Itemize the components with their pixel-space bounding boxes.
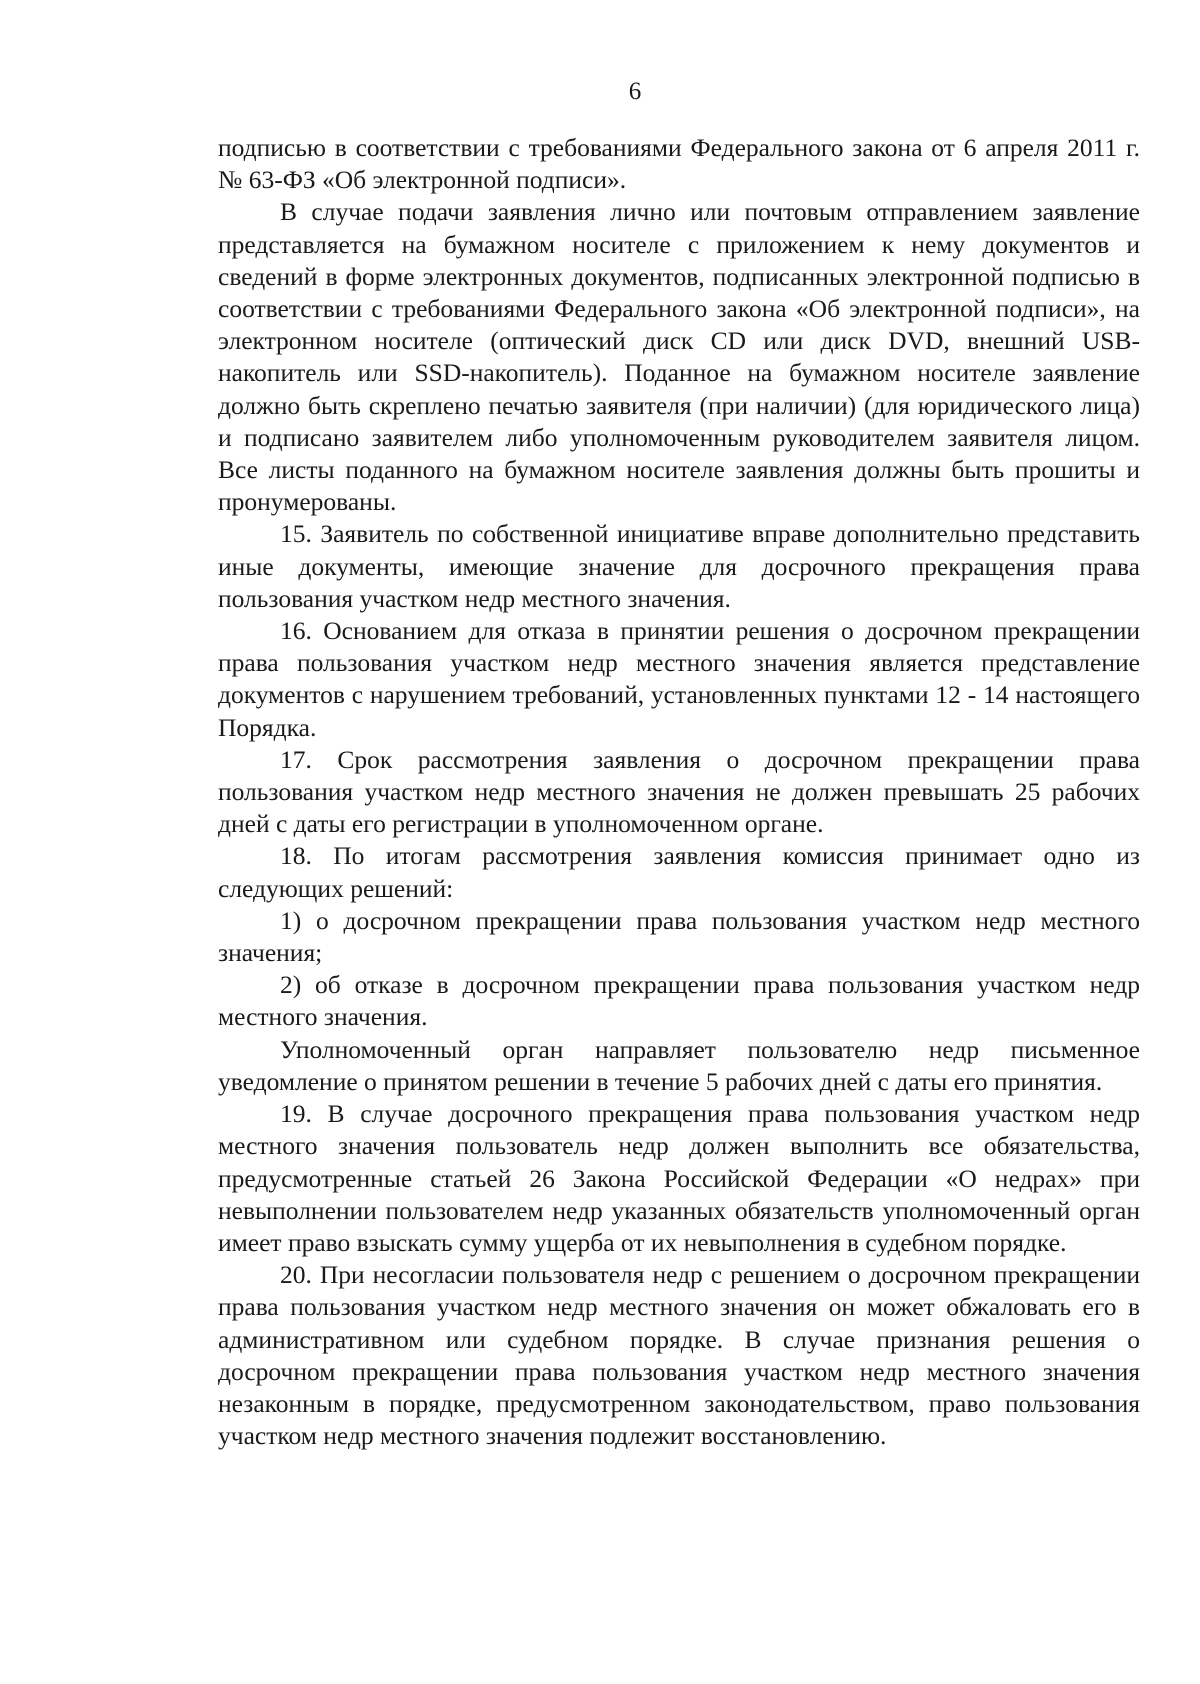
paragraph-item-18-option-2: 2) об отказе в досрочном прекращении права пользования участком недр местного значения.: [218, 970, 1140, 1032]
paragraph-item-19: 19. В случае досрочного прекращения права пользования участком недр местного значения пользователь недр должен выполнить все обязательства, предусмотренные статьей 26 Закона Российской Федерации «О недрах» при невыполнении пользователем недр указанных обязательств уполномоченный орган имеет право взыскать сумму ущерба от их невыполнения в судебном порядке.: [218, 1099, 1140, 1257]
paragraph-continuation: подписью в соответствии с требованиями Федерального закона от 6 апреля 2011 г. № 63-ФЗ «Об электронной подписи».: [218, 133, 1140, 195]
paragraph-submission-method: В случае подачи заявления лично или почтовым отправлением заявление представляется на бумажном носителе с приложением к нему документов и сведений в форме электронных документов, подписанных электронной подписью в соответствии с требованиями Федерального закона «Об электронной подписи», на электронном носителе (оптический диск CD или диск DVD, внешний USB-накопитель или SSD-накопитель). Поданное на бумажном носителе заявление должно быть скреплено печатью заявителя (при наличии) (для юридического лица) и подписано заявителем либо уполномоченным руководителем заявителя лицом. Все листы поданного на бумажном носителе заявления должны быть прошиты и пронумерованы.: [218, 197, 1140, 517]
paragraph-item-20: 20. При несогласии пользователя недр с решением о досрочном прекращении права пользования участком недр местного значения он может обжаловать его в административном или судебном порядке. В случае признания решения о досрочном прекращении права пользования участком недр местного значения незаконным в порядке, предусмотренном законодательством, право пользования участком недр местного значения подлежит восстановлению.: [218, 1260, 1140, 1451]
paragraph-item-15: 15. Заявитель по собственной инициативе вправе дополнительно представить иные документы, имеющие значение для досрочного прекращения права пользования участком недр местного значения.: [218, 519, 1140, 613]
paragraph-item-18-option-1: 1) о досрочном прекращении права пользования участком недр местного значения;: [218, 905, 1140, 968]
paragraph-notification: Уполномоченный орган направляет пользователю недр письменное уведомление о принятом решении в течение 5 рабочих дней с даты его принятия.: [218, 1034, 1140, 1096]
paragraph-item-18: 18. По итогам рассмотрения заявления комиссия принимает одно из следующих решений:: [218, 841, 1140, 903]
page-number: 6: [628, 78, 642, 105]
document-body: [218, 132, 1140, 1452]
paragraph-item-16: 16. Основанием для отказа в принятии решения о досрочном прекращении права пользования участком недр местного значения является представление документов с нарушением требований, установленных пунктами 12 - 14 настоящего Порядка.: [218, 616, 1140, 742]
paragraph-item-17: 17. Срок рассмотрения заявления о досрочном прекращении права пользования участком недр местного значения не должен превышать 25 рабочих дней с даты его регистрации в уполномоченном органе.: [218, 744, 1140, 839]
